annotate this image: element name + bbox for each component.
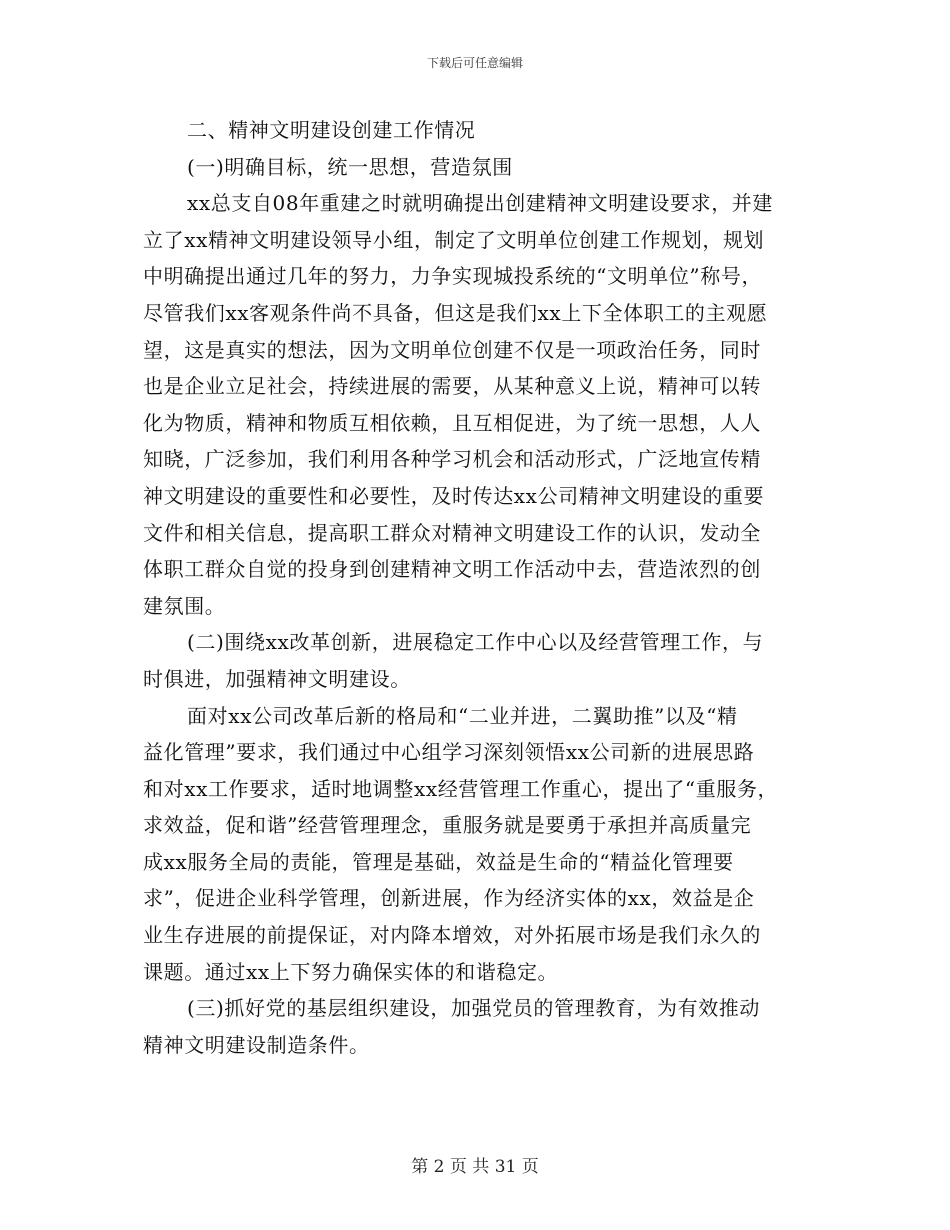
text-line: 中明确提出通过几年的努力，力争实现城投系统的“文明单位”称号，	[143, 264, 763, 289]
text-line: 和对xx工作要求，适时地调整xx经营管理工作重心，提出了“重服务，	[143, 776, 779, 801]
text-line: xx总支自08年重建之时就明确提出创建精神文明建设要求，并建	[187, 191, 774, 216]
document-body	[143, 112, 823, 1063]
text-line: 体职工群众自觉的投身到创建精神文明工作活动中去，营造浓烈的创	[143, 557, 761, 582]
text-line: 精神文明建设制造条件。	[143, 1032, 370, 1057]
text-line: 求效益，促和谐”经营管理理念，重服务就是要勇于承担并高质量完	[143, 813, 752, 838]
text-line: (一)明确目标，统一思想，营造氛围	[187, 154, 513, 179]
page-number: 第 2 页 共 31 页	[411, 1157, 539, 1177]
text-line: (二)围绕xx改革创新，进展稳定工作中心以及经营管理工作，与	[187, 630, 764, 655]
text-line: (三)抓好党的基层组织建设，加强党员的管理教育，为有效推动	[187, 996, 761, 1021]
text-line: 立了xx精神文明建设领导小组，制定了文明单位创建工作规划，规划	[143, 227, 765, 252]
text-line: 文件和相关信息，提高职工群众对精神文明建设工作的认识，发动全	[143, 520, 761, 545]
text-line: 建氛围。	[143, 593, 226, 618]
text-line: 望，这是真实的想法，因为文明单位创建不仅是一项政治任务，同时	[143, 337, 761, 362]
text-line: 知晓，广泛参加，我们利用各种学习机会和活动形式，广泛地宣传精	[143, 447, 761, 472]
text-line: 业生存进展的前提保证，对内降本增效，对外拓展市场是我们永久的	[143, 923, 761, 948]
text-line: 益化管理”要求，我们通过中心组学习深刻领悟xx公司新的进展思路	[143, 740, 755, 765]
text-line: 神文明建设的重要性和必要性，及时传达xx公司精神文明建设的重要	[143, 483, 765, 508]
text-line: 时俱进，加强精神文明建设。	[143, 666, 411, 691]
text-line: 成xx服务全局的责能，管理是基础，效益是生命的“精益化管理要	[143, 849, 734, 874]
text-line: 二、精神文明建设创建工作情况	[187, 118, 476, 142]
text-line: 尽管我们xx客观条件尚不具备，但这是我们xx上下全体职工的主观愿	[143, 300, 768, 325]
text-line: 化为物质，精神和物质互相依赖，且互相促进，为了统一思想，人人	[143, 410, 761, 435]
text-line: 也是企业立足社会，持续进展的需要，从某种意义上说，精神可以转	[143, 374, 761, 399]
text-line: 面对xx公司改革后新的格局和“二业并进，二翼助推”以及“精	[187, 703, 738, 728]
header-note: 下载后可任意编辑	[426, 56, 523, 70]
text-line: 课题。通过xx上下努力确保实体的和谐稳定。	[143, 959, 559, 984]
text-line: 求”，促进企业科学管理，创新进展，作为经济实体的xx，效益是企	[143, 886, 755, 911]
